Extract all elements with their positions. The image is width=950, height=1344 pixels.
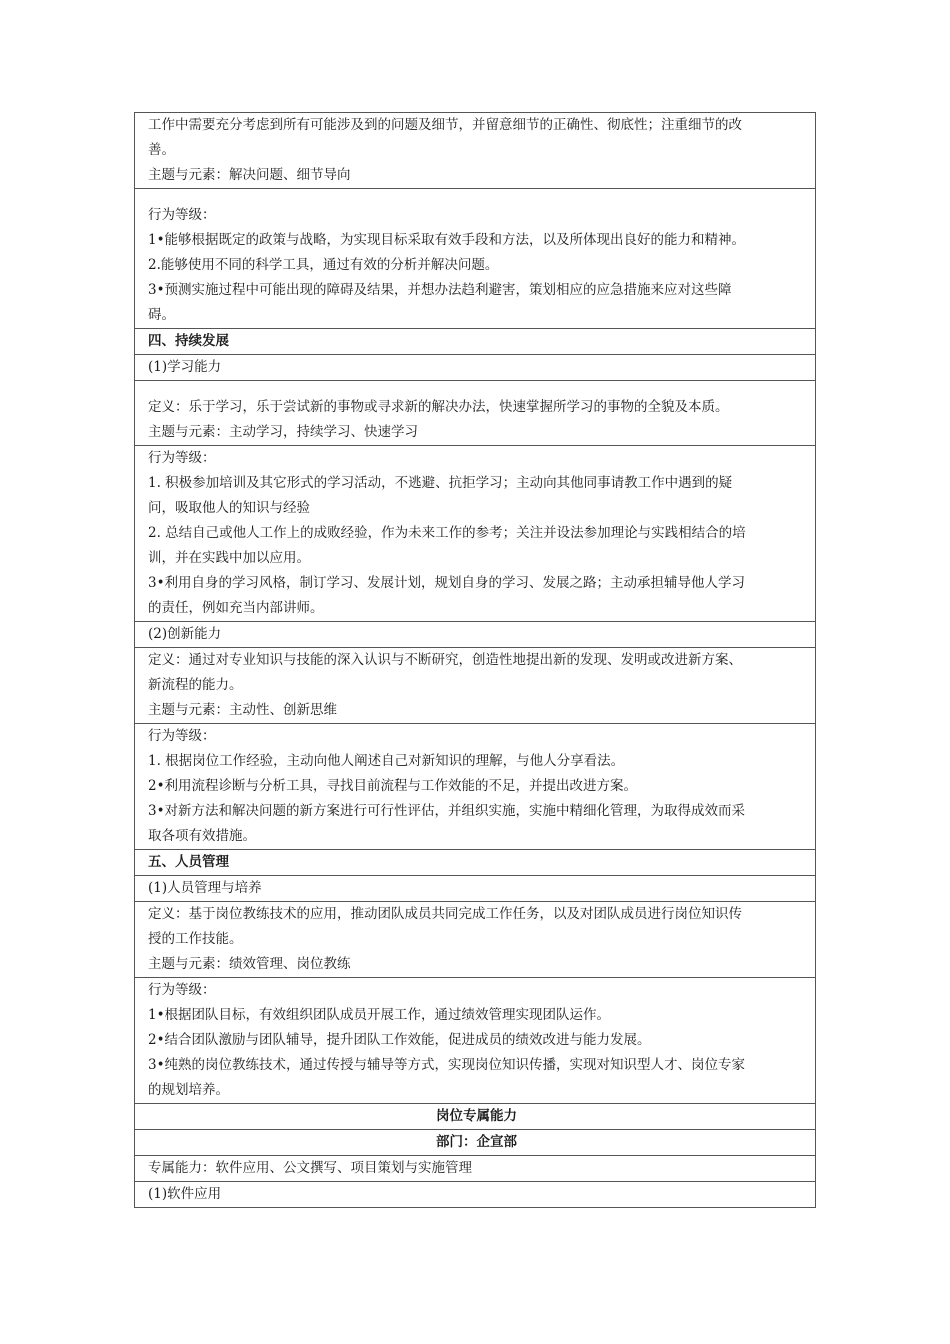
text-line: 授的工作技能。 [148, 931, 243, 947]
text-line: 3•纯熟的岗位教练技术，通过传授与辅导等方式，实现岗位知识传播，实现对知识型人才、岗位专家 [148, 1057, 746, 1073]
text-line: 行为等级： [148, 450, 216, 466]
text-line: 问，吸取他人的知识与经验 [148, 500, 310, 516]
text-line: 的规划培养。 [148, 1082, 229, 1098]
text-line: 主题与元素：主动学习，持续学习、快速学习 [148, 424, 418, 440]
text-line: 善。 [148, 142, 175, 158]
table-row [135, 189, 816, 329]
text-line: 1•根据团队目标，有效组织团队成员开展工作，通过绩效管理实现团队运作。 [148, 1007, 611, 1023]
table-cell [135, 902, 816, 978]
text-line: 碍。 [148, 307, 175, 323]
text-line: 定义：通过对专业知识与技能的深入认识与不断研究，创造性地提出新的发现、发明或改进新方案、 [148, 652, 742, 668]
table-row [135, 355, 816, 381]
text-line: 2•利用流程诊断与分析工具，寻找目前流程与工作效能的不足，并提出改进方案。 [148, 778, 638, 794]
text-line: 1. 积极参加培训及其它形式的学习活动，不逃避、抗拒学习；主动向其他同事请教工作中遇到的疑 [148, 475, 733, 491]
table-cell [135, 446, 816, 622]
subsection-heading: (1)学习能力 [135, 355, 816, 381]
text-line: 1•能够根据既定的政策与战略，为实现目标采取有效手段和方法，以及所体现出良好的能力和精神。 [148, 232, 746, 248]
text-line: 1. 根据岗位工作经验，主动向他人阐述自己对新知识的理解，与他人分享看法。 [148, 753, 625, 769]
table-row [135, 648, 816, 724]
text-line: 工作中需要充分考虑到所有可能涉及到的问题及细节，并留意细节的正确性、彻底性；注重细节的改 [148, 117, 742, 133]
spacer [148, 189, 805, 203]
table-row [135, 622, 816, 648]
subsection-heading: (1)人员管理与培养 [135, 876, 816, 902]
table-row [135, 329, 816, 355]
table-row [135, 902, 816, 978]
text-line: 训，并在实践中加以应用。 [148, 550, 310, 566]
table-cell [135, 648, 816, 724]
table-cell [135, 113, 816, 189]
table-row [135, 113, 816, 189]
table-cell: 专属能力：软件应用、公文撰写、项目策划与实施管理 [135, 1156, 816, 1182]
text-line: 主题与元素：解决问题、细节导向 [148, 167, 351, 183]
text-line: 3•对新方法和解决问题的新方案进行可行性评估，并组织实施，实施中精细化管理，为取得成效而采 [148, 803, 746, 819]
text-line: 行为等级： [148, 207, 216, 223]
table-cell [135, 724, 816, 850]
text-line: 主题与元素：绩效管理、岗位教练 [148, 956, 351, 972]
department-heading: 部门：企宣部 [135, 1130, 816, 1156]
table-row [135, 978, 816, 1104]
table-row [135, 381, 816, 446]
subsection-heading: (2)创新能力 [135, 622, 816, 648]
text-line: 2. 总结自己或他人工作上的成败经验，作为未来工作的参考；关注并设法参加理论与实践相结合的培 [148, 525, 746, 541]
text-line: 行为等级： [148, 728, 216, 744]
table-row [135, 1182, 816, 1208]
text-line: 定义：乐于学习，乐于尝试新的事物或寻求新的解决办法，快速掌握所学习的事物的全貌及本质。 [148, 399, 729, 415]
subsection-heading: (1)软件应用 [135, 1182, 816, 1208]
text-line: 3•预测实施过程中可能出现的障碍及结果，并想办法趋利避害，策划相应的应急措施来应对这些障 [148, 282, 732, 298]
table-row [135, 724, 816, 850]
text-line: 3•利用自身的学习风格，制订学习、发展计划，规划自身的学习、发展之路；主动承担辅导他人学习 [148, 575, 746, 591]
table-row [135, 446, 816, 622]
text-line: 行为等级： [148, 982, 216, 998]
table-cell [135, 189, 816, 329]
table-row [135, 850, 816, 876]
table-row [135, 1104, 816, 1130]
section-heading: 五、人员管理 [135, 850, 816, 876]
section-heading: 四、持续发展 [135, 329, 816, 355]
table-row [135, 1156, 816, 1182]
spacer [148, 381, 805, 395]
text-line: 取各项有效措施。 [148, 828, 256, 844]
text-line: 2•结合团队激励与团队辅导，提升团队工作效能，促进成员的绩效改进与能力发展。 [148, 1032, 651, 1048]
text-line: 新流程的能力。 [148, 677, 243, 693]
text-line: 主题与元素：主动性、创新思维 [148, 702, 337, 718]
centered-heading: 岗位专属能力 [135, 1104, 816, 1130]
table-cell [135, 978, 816, 1104]
text-line: 的责任，例如充当内部讲师。 [148, 600, 324, 616]
table-cell [135, 381, 816, 446]
text-line: 2.能够使用不同的科学工具，通过有效的分析并解决问题。 [148, 257, 499, 273]
table-row [135, 1130, 816, 1156]
table-row [135, 876, 816, 902]
text-line: 定义：基于岗位教练技术的应用，推动团队成员共同完成工作任务，以及对团队成员进行岗位知识传 [148, 906, 742, 922]
competency-table [134, 112, 816, 1208]
